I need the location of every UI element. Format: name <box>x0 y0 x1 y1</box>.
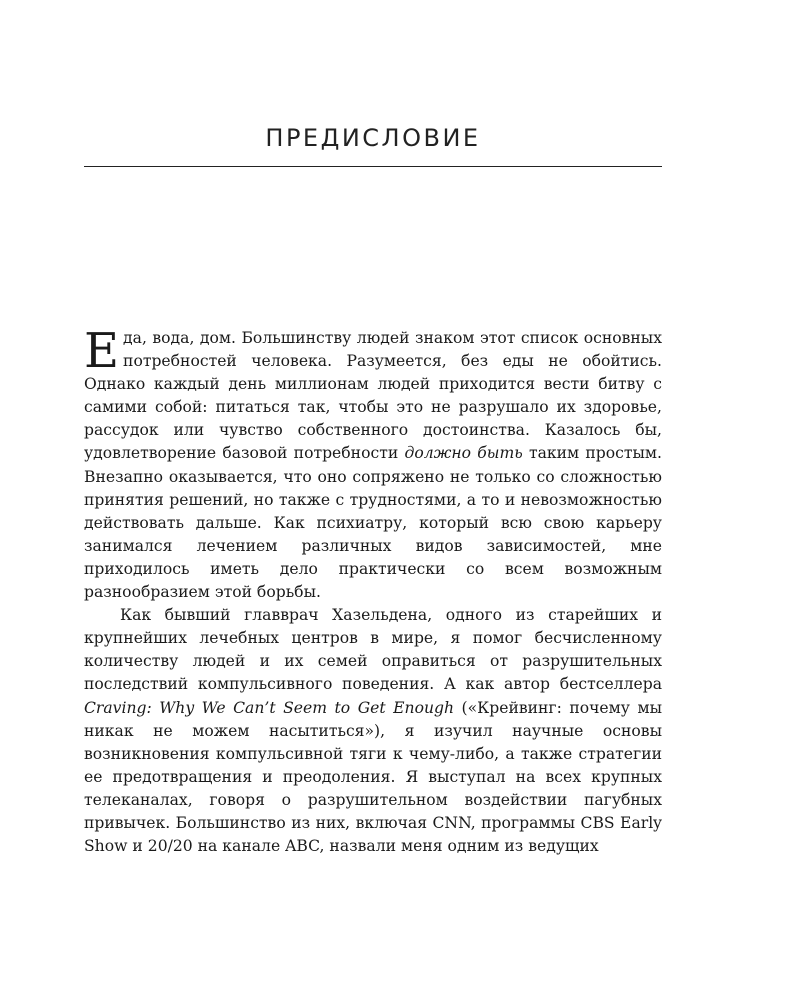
paragraph-2-italic-book-title: Craving: Why We Can’t Seem to Get Enough <box>84 698 455 717</box>
body-text <box>84 323 662 858</box>
paragraph-1-italic: должно быть <box>404 444 523 463</box>
paragraph-1-text-1: да, вода, дом. Большинству людей знаком этот список основных потребностей человека. Разумеется, без еды не обойтись. Однако каждый день миллионам людей приходится вести битву с самими собой: питаться так, чтобы это не разрушало их здоровье, рассудок или чувство собственного достоинства. Казалось бы, удовлетворение базовой потребности <box>84 329 662 463</box>
paragraph-2-text-1: Как бывший главврач Хазельдена, одного из старейших и крупнейших лечебных центров в мире, я помог бесчисленному количеству людей и их семей оправиться от разрушительных последствий компульсивного поведения. А как автор бестселлера <box>84 606 662 694</box>
chapter-title: ПРЕДИСЛОВИЕ <box>265 124 481 152</box>
title-rule <box>84 166 662 167</box>
drop-cap: Е <box>84 323 120 379</box>
paragraph-1 <box>84 323 662 604</box>
paragraph-1-text-2: таким простым. Внезапно оказывается, что оно сопряжено не только со сложностью принятия решений, но также с трудностями, а то и невозможностью действовать дальше. Как психиатру, который всю свою карьеру занимался лечением различных видов зависимостей, мне приходилось иметь дело практически со всем возможным разнообразием этой борьбы. <box>84 444 662 602</box>
paragraph-2-text-2: («Крейвинг: почему мы никак не можем насытиться»), я изучил научные основы возникновения компульсивной тяги к чему-либо, а также стратегии ее предотвращения и преодоления. Я выступал на всех крупных телеканалах, говоря о разрушительном воздействии пагубных привычек. Большинство из них, включая CNN, программы CBS Early Show и 20/20 на канале ABC, назвали меня одним из ведущих <box>84 698 662 856</box>
paragraph-2 <box>84 604 662 858</box>
book-page <box>84 0 662 1000</box>
